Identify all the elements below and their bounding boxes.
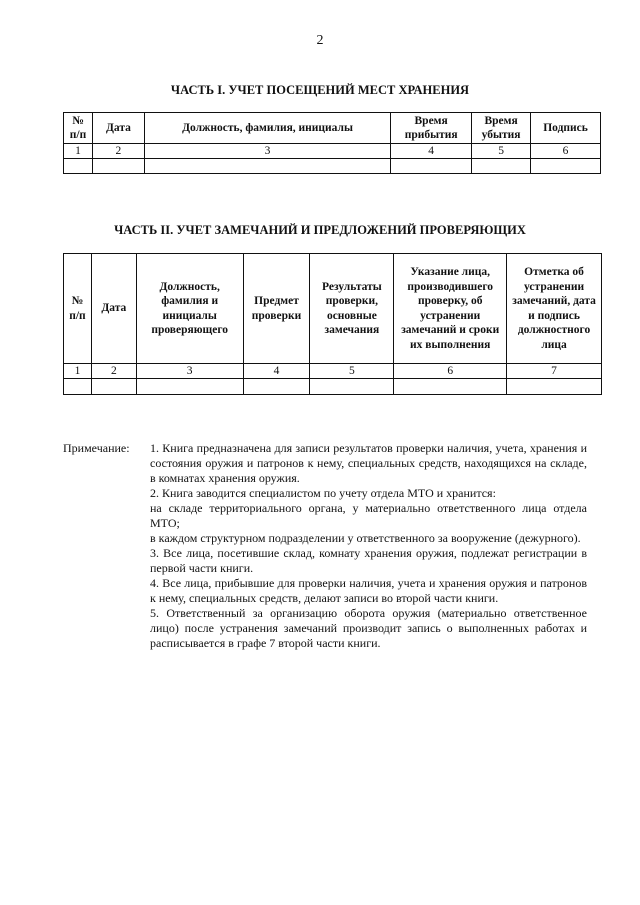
visits-table	[63, 112, 601, 174]
column-number: 6	[531, 144, 601, 159]
notes-body	[150, 441, 587, 651]
empty-cell	[472, 159, 531, 174]
note-item: на складе территориального органа, у материально ответственного лица отдела МТО;	[150, 501, 587, 530]
table-header-row	[64, 254, 602, 364]
header-cell: № п/п	[64, 254, 92, 364]
column-number: 5	[310, 364, 394, 379]
header-cell: Предмет проверки	[243, 254, 310, 364]
column-number-row	[64, 364, 602, 379]
header-cell: Время прибытия	[391, 113, 472, 144]
notes-label: Примечание:	[63, 441, 130, 455]
note-item: 3. Все лица, посетившие склад, комнату хранения оружия, подлежат регистрации в первой части книги.	[150, 546, 587, 575]
empty-cell	[243, 379, 310, 395]
empty-cell	[91, 379, 136, 395]
remarks-table	[63, 253, 602, 395]
header-cell: Должность, фамилия и инициалы проверяющего	[136, 254, 243, 364]
empty-cell	[64, 379, 92, 395]
empty-cell	[144, 159, 390, 174]
empty-cell	[310, 379, 394, 395]
header-cell: Указание лица, производившего проверку, об устранении замечаний и сроки их выполнения	[394, 254, 507, 364]
header-cell: Подпись	[531, 113, 601, 144]
column-number-row	[64, 144, 601, 159]
empty-cell	[136, 379, 243, 395]
note-item: 5. Ответственный за организацию оборота оружия (материально ответственное лицо) после устранения замечаний производит запись о выполненных работах и расписывается в графе 7 второй части книги.	[150, 606, 587, 650]
note-item: 4. Все лица, прибывшие для проверки наличия, учета и хранения оружия и патронов к нему, специальных средств, делают записи во второй части книги.	[150, 576, 587, 605]
header-cell: Должность, фамилия, инициалы	[144, 113, 390, 144]
column-number: 6	[394, 364, 507, 379]
header-cell: Дата	[91, 254, 136, 364]
note-item: 1. Книга предназначена для записи результатов проверки наличия, учета, хранения и состояния оружия и патронов к нему, специальных средств, находящихся на складе, в комнатах хранения оружия.	[150, 441, 587, 485]
column-number: 4	[243, 364, 310, 379]
table-header-row	[64, 113, 601, 144]
note-item: 2. Книга заводится специалистом по учету отдела МТО и хранится:	[150, 486, 496, 500]
column-number: 1	[64, 364, 92, 379]
table-row	[64, 159, 601, 174]
part1-title: ЧАСТЬ I. УЧЕТ ПОСЕЩЕНИЙ МЕСТ ХРАНЕНИЯ	[170, 83, 470, 97]
page-number: 2	[316, 33, 324, 48]
empty-cell	[507, 379, 602, 395]
empty-cell	[391, 159, 472, 174]
header-cell: Результаты проверки, основные замечания	[310, 254, 394, 364]
header-cell: Время убытия	[472, 113, 531, 144]
column-number: 2	[91, 364, 136, 379]
table-row	[64, 379, 602, 395]
column-number: 4	[391, 144, 472, 159]
empty-cell	[394, 379, 507, 395]
header-cell: № п/п	[64, 113, 93, 144]
header-cell: Отметка об устранении замечаний, дата и подпись должностного лица	[507, 254, 602, 364]
column-number: 2	[92, 144, 144, 159]
header-cell: Дата	[92, 113, 144, 144]
empty-cell	[531, 159, 601, 174]
column-number: 1	[64, 144, 93, 159]
column-number: 7	[507, 364, 602, 379]
column-number: 3	[144, 144, 390, 159]
empty-cell	[64, 159, 93, 174]
note-item: в каждом структурном подразделении у ответственного за вооружение (дежурного).	[150, 531, 581, 545]
column-number: 3	[136, 364, 243, 379]
empty-cell	[92, 159, 144, 174]
part2-title: ЧАСТЬ II. УЧЕТ ЗАМЕЧАНИЙ И ПРЕДЛОЖЕНИЙ ПРОВЕРЯЮЩИХ	[114, 223, 526, 237]
column-number: 5	[472, 144, 531, 159]
